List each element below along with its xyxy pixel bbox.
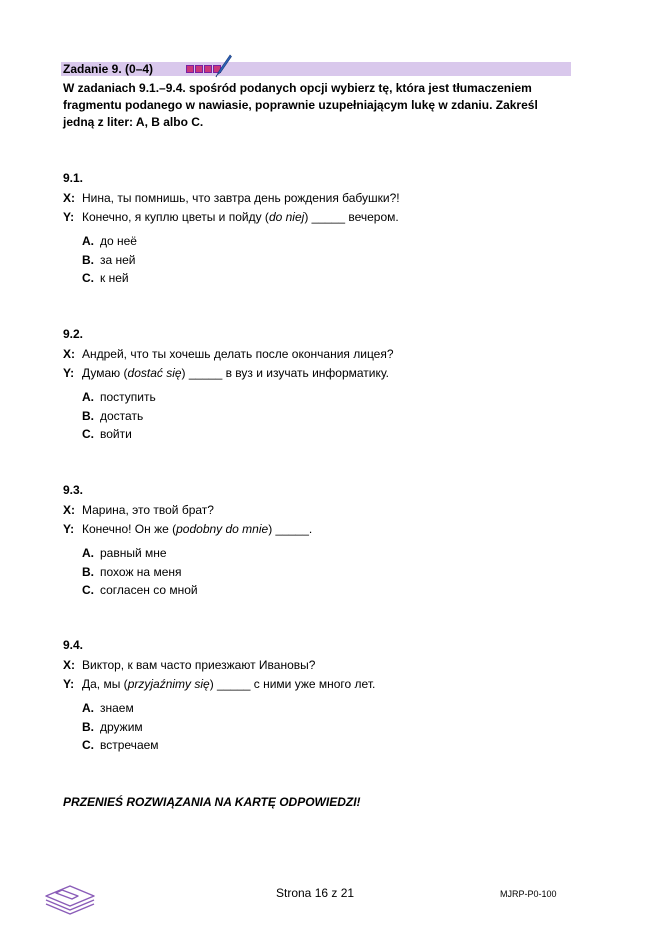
option-b[interactable]: B. похож на меня (82, 564, 182, 579)
page-number: Strona 16 z 21 (276, 886, 355, 900)
pen-icon (214, 54, 232, 78)
dialogue-x: X: Андрей, что ты хочешь делать после окончания лицея? (63, 347, 394, 361)
score-box-icon (204, 65, 212, 73)
question-number: 9.1. (63, 171, 84, 185)
option-c[interactable]: C. к ней (82, 271, 129, 285)
logo-icon (42, 876, 98, 916)
dialogue-y: Y: Конечно! Он же (podobny do mnie) _____. (63, 522, 313, 536)
question-9-3 (63, 482, 583, 600)
question-number: 9.2. (63, 327, 84, 341)
options-list (82, 232, 583, 288)
question-9-2 (63, 326, 583, 444)
dialogue-x: X: Марина, это твой брат? (63, 503, 214, 517)
dialogue-x: X: Виктор, к вам часто приезжают Ивановы? (63, 658, 316, 672)
exam-code: MJRP-P0-100 (500, 889, 557, 899)
task-instructions: W zadaniach 9.1.–9.4. spośród podanych opcji wybierz tę, która jest tłumaczeniem fragmentu podanego w nawiasie, poprawnie uzupełniającym lukę w zdaniu. Zakreśl jedną z liter: A, B albo C. (63, 81, 538, 129)
option-a[interactable]: A. до неё (82, 234, 137, 248)
options-list (82, 544, 583, 600)
score-box-icon (186, 65, 194, 73)
option-c[interactable]: C. согласен со мной (82, 583, 198, 597)
option-c[interactable]: C. встречаем (82, 738, 159, 752)
options-list (82, 699, 583, 755)
dialogue-y: Y: Конечно, я куплю цветы и пойду (do niej) _____ вечером. (63, 210, 399, 224)
dialogue-x: X: Нина, ты помнишь, что завтра день рождения бабушки?! (63, 191, 400, 205)
dialogue-y: Y: Думаю (dostać się) _____ в вуз и изучать информатику. (63, 366, 390, 380)
task-title: Zadanie 9. (0–4) (63, 62, 154, 76)
option-b[interactable]: B. за ней (82, 252, 136, 267)
option-a[interactable]: A. знаем (82, 701, 134, 715)
score-box-icon (195, 65, 203, 73)
option-a[interactable]: A. поступить (82, 390, 156, 404)
option-c[interactable]: C. войти (82, 427, 132, 441)
option-b[interactable]: B. достать (82, 408, 144, 423)
question-number: 9.4. (63, 638, 84, 652)
dialogue-y: Y: Да, мы (przyjaźnimy się) _____ с ними уже много лет. (63, 677, 376, 691)
options-list (82, 388, 583, 444)
transfer-note: PRZENIEŚ ROZWIĄZANIA NA KARTĘ ODPOWIEDZI! (63, 795, 361, 809)
option-b[interactable]: B. дружим (82, 719, 143, 734)
question-number: 9.3. (63, 483, 84, 497)
option-a[interactable]: A. равный мне (82, 546, 167, 560)
question-9-1 (63, 170, 583, 288)
question-9-4 (63, 637, 583, 755)
